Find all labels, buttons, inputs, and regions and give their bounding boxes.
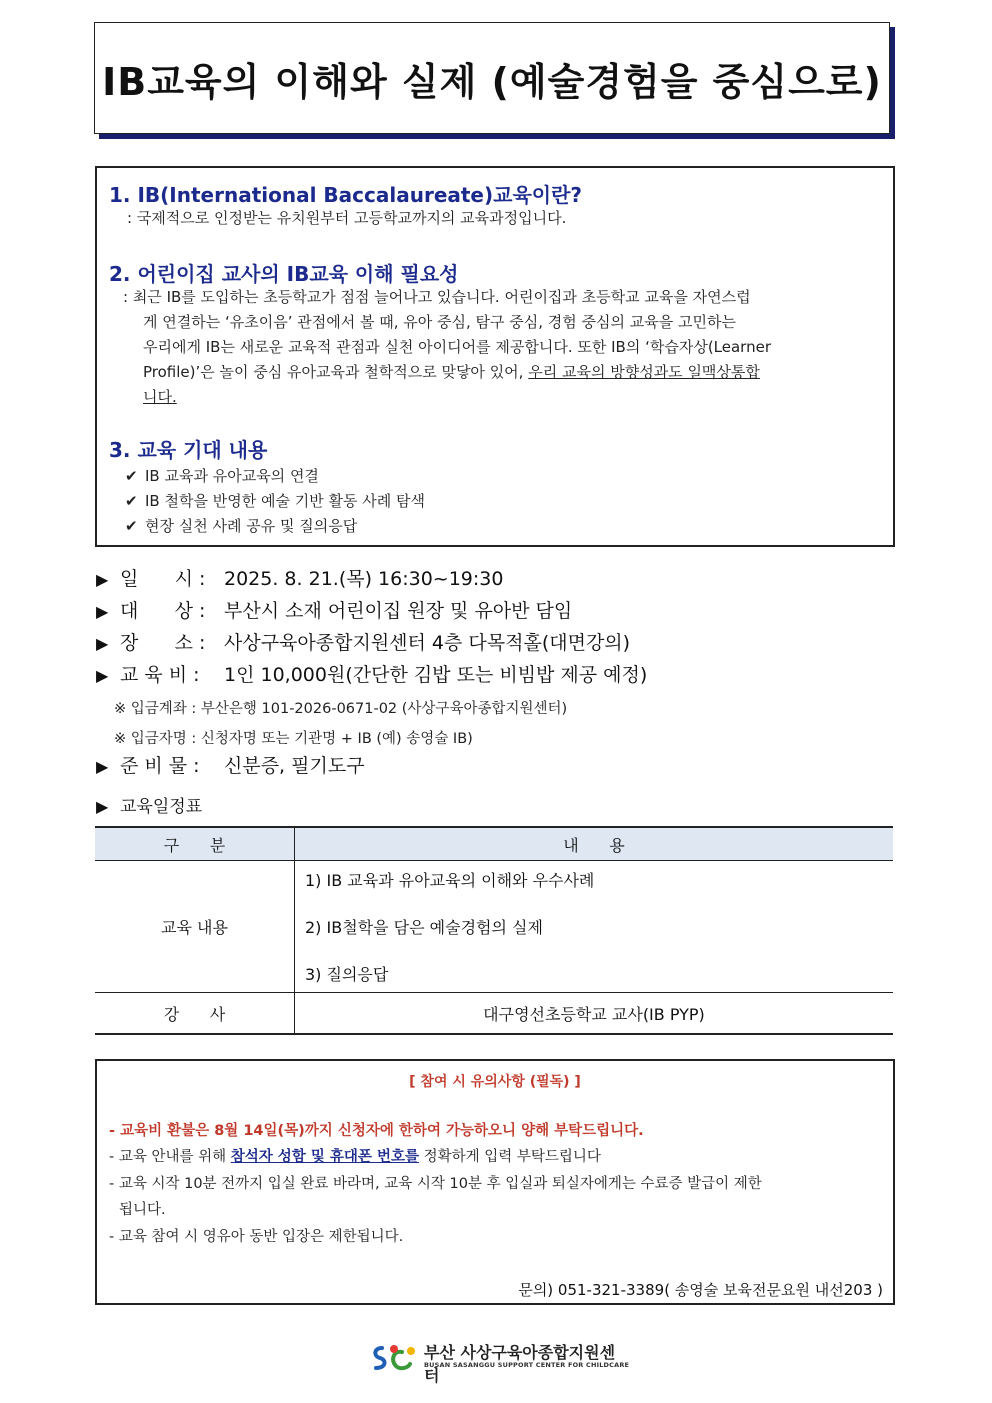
notice-title: [ 참여 시 유의사항 (필독) ] — [409, 1074, 581, 1090]
arrow-icon: ▶ — [96, 570, 109, 589]
note-account: ※ 입금계좌 : 부산은행 101-2026-0671-02 (사상구육아종합지원센터) — [114, 701, 568, 717]
table-cell-content — [295, 861, 894, 993]
table-row — [95, 861, 893, 993]
section-1-body: : 국제적으로 인정받는 유치원부터 고등학교까지의 교육과정입니다. — [127, 209, 567, 227]
table-header-category: 구 분 — [95, 827, 295, 861]
table-header-content: 내 용 — [295, 827, 894, 861]
check-item: ✔ IB 철학을 반영한 예술 기반 활동 사례 탐색 — [125, 492, 425, 510]
org-name: 부산 사상구육아종합지원센터 — [424, 1343, 616, 1385]
notice-emphasis: 참석자 성함 및 휴대폰 번호를 — [230, 1149, 419, 1165]
table-cell-label: 강 사 — [95, 993, 295, 1035]
check-item: ✔ 현장 실천 사례 공유 및 질의응답 — [125, 517, 358, 535]
section-2-line-4-text: Profile)’은 놀이 중심 유아교육과 철학적으로 맞닿아 있어, — [143, 363, 524, 381]
list-item: 2) IB철학을 담은 예술경험의 실제 — [305, 918, 543, 937]
list-item: 1) IB 교육과 유아교육의 이해와 우수사례 — [305, 871, 595, 890]
arrow-icon: ▶ — [96, 634, 109, 653]
arrow-icon: ▶ — [96, 602, 109, 621]
info-fee: ▶ 교 육 비 : 1인 10,000원(간단한 김밥 또는 비빔밥 제공 예정) — [96, 664, 648, 686]
check-item: ✔ IB 교육과 유아교육의 연결 — [125, 467, 319, 485]
page-title: IB교육의 이해와 실제 (예술경험을 중심으로) — [102, 60, 882, 104]
org-subtitle: BUSAN SASANGGU SUPPORT CENTER FOR CHILDCARE — [424, 1361, 630, 1369]
table-cell-instructor: 대구영선초등학교 교사(IB PYP) — [295, 993, 894, 1035]
note-depositor: ※ 입금자명 : 신청자명 또는 기관명 + IB (예) 송영술 IB) — [114, 731, 473, 747]
section-2-line-3: 우리에게 IB는 새로운 교육적 관점과 실천 아이디어를 제공합니다. 또한 IB의 ‘학습자상(Learner — [143, 338, 771, 356]
section-2-line-2: 게 연결하는 ‘유초이음’ 관점에서 볼 때, 유아 중심, 탐구 중심, 경험 중심의 교육을 고민하는 — [143, 313, 736, 331]
info-date: ▶ 일 시 : 2025. 8. 21.(목) 16:30~19:30 — [96, 568, 504, 590]
section-1-heading: 1. IB(International Baccalaureate)교육이란? — [109, 183, 583, 207]
intro-box — [95, 166, 895, 547]
title-box — [94, 22, 890, 134]
arrow-icon: ▶ — [96, 666, 109, 685]
org-logo-icon — [370, 1340, 420, 1376]
section-2-line-4 — [143, 360, 760, 386]
section-2-line-1: : 최근 IB를 도입하는 초등학교가 점점 늘어나고 있습니다. 어린이집과 초등학교 교육을 자연스럽 — [123, 288, 751, 306]
section-3-heading: 3. 교육 기대 내용 — [109, 438, 268, 462]
list-item: 3) 질의응답 — [305, 965, 389, 984]
info-schedule-heading: ▶ 교육일정표 — [96, 797, 203, 817]
arrow-icon: ▶ — [96, 757, 109, 776]
arrow-icon: ▶ — [96, 797, 109, 816]
section-2-line-4-underlined: 우리 교육의 방향성과도 일맥상통합 — [528, 363, 760, 381]
notice-attendance-2: 됩니다. — [119, 1202, 166, 1218]
info-prep: ▶ 준 비 물 : 신분증, 필기도구 — [96, 755, 365, 777]
notice-input: - 교육 안내를 위해 참석자 성함 및 휴대폰 번호를 정확하게 입력 부탁드립니다 — [109, 1149, 601, 1165]
contact-info: 문의) 051-321-3389( 송영술 보육전문요원 내선203 ) — [518, 1281, 883, 1299]
schedule-table — [95, 826, 893, 1035]
checkmark-icon: ✔ — [125, 517, 138, 535]
info-place: ▶ 장 소 : 사상구육아종합지원센터 4층 다목적홀(대면강의) — [96, 632, 631, 654]
info-target: ▶ 대 상 : 부산시 소재 어린이집 원장 및 유아반 담임 — [96, 600, 573, 622]
section-2-heading: 2. 어린이집 교사의 IB교육 이해 필요성 — [109, 262, 459, 286]
table-row — [95, 993, 893, 1035]
table-header-row — [95, 827, 893, 861]
notice-refund: - 교육비 환불은 8월 14일(목)까지 신청자에 한하여 가능하오니 양해 부탁드립니다. — [109, 1123, 644, 1139]
checkmark-icon: ✔ — [125, 492, 138, 510]
checkmark-icon: ✔ — [125, 467, 138, 485]
section-2-line-5: 니다. — [143, 388, 177, 406]
footer-logo — [370, 1340, 630, 1385]
notice-box — [95, 1059, 895, 1305]
notice-attendance-1: - 교육 시작 10분 전까지 입실 완료 바라며, 교육 시작 10분 후 입실과 퇴실자에게는 수료증 발급이 제한 — [109, 1176, 762, 1192]
notice-children: - 교육 참여 시 영유아 동반 입장은 제한됩니다. — [109, 1229, 404, 1245]
table-cell-label: 교육 내용 — [95, 861, 295, 993]
